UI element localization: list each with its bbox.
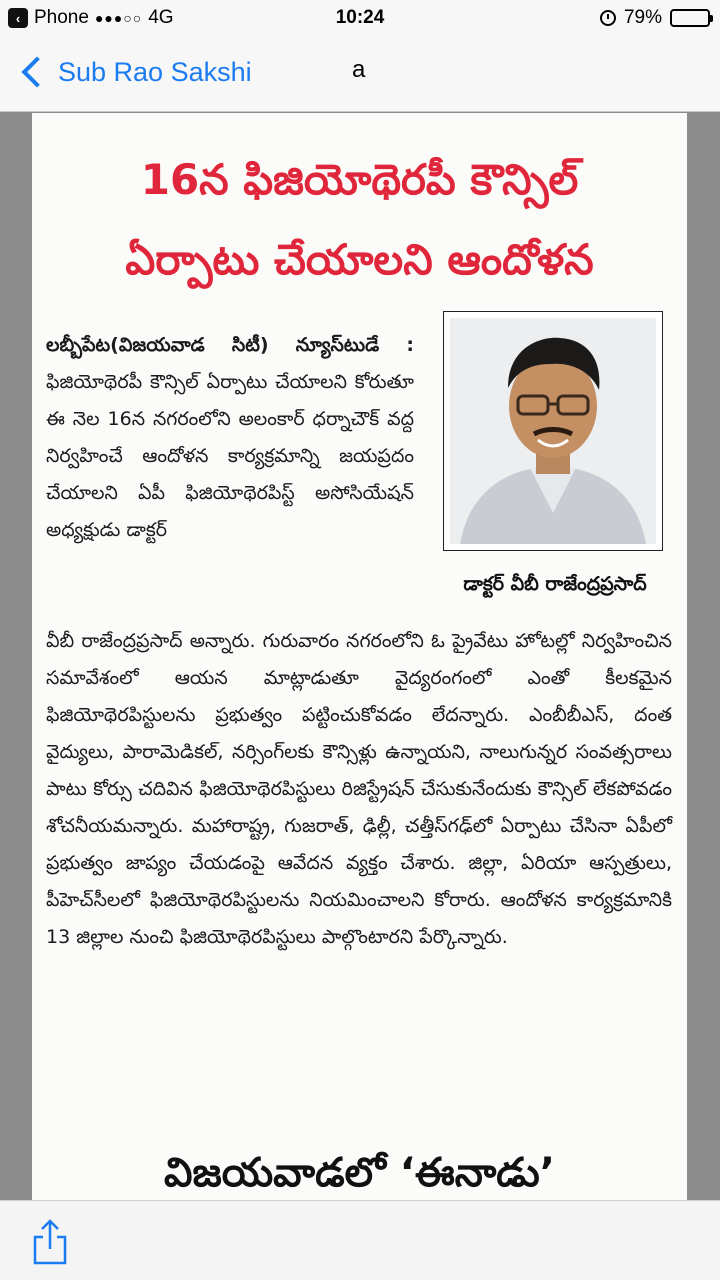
battery-percent: 79% [623,7,662,28]
nav-title: a [352,56,366,83]
document-viewer[interactable] [0,113,720,1200]
share-button[interactable] [30,1217,70,1267]
back-to-app-icon[interactable]: ‹ [8,8,28,28]
portrait-photo [450,318,656,544]
article-dateline: లబ్బీపేట(విజయవాడ సిటీ) న్యూస్‌టుడే : [46,334,414,356]
portrait-illustration [450,318,656,544]
back-button-label: Sub Rao Sakshi [58,56,252,87]
alarm-icon [600,10,616,26]
chevron-left-icon [21,56,52,87]
headline-line-1: 16న ఫిజియోథెరపీ కౌన్సిల్ [140,155,579,204]
status-time: 10:24 [335,7,385,28]
signal-strength-icon: ●●●○○ [94,10,143,26]
photo-frame [443,311,663,551]
article-body-column-text: ఫిజియోథెరపీ కౌన్సిల్ ఏర్పాటు చేయాలని కోరుతూ ఈ నెల 16న నగరంలోని అలంకార్ ధర్నాచౌక్ వద్ద నిర్వహించే ఆందోళన కార్యక్రమాన్ని జయప్రదం చేయాలని ఏపీ ఫిజియోథెరపిస్ట్ అసోసియేషన్ అధ్యక్షుడు డాక్టర్ [46,371,414,541]
article-body-full: వీబీ రాజేంద్రప్రసాద్ అన్నారు. గురువారం నగరంలోని ఓ ప్రైవేటు హోటల్లో నిర్వహించిన సమావేశంలో ఆయన మాట్లాడుతూ వైద్యరంగంలో ఎంతో కీలకమైన ఫిజియోథెరపిస్టులను ప్రభుత్వం పట్టించుకోవడం లేదన్నారు. ఎంబీబీఎస్, దంత వైద్యులు, పారామెడికల్, నర్సింగ్‌లకు కౌన్సిళ్లు ఉన్నాయని, నాలుగున్నర సంవత్సరాలు పాటు కోర్సు చదివిన ఫిజియోథెరపిస్టులు రిజిస్ట్రేషన్ చేసుకునేందుకు కౌన్సిల్ లేకపోవడం శోచనీయమన్నారు. మహారాష్ట్ర, గుజరాత్, ఢిల్లీ, చత్తీస్‌గఢ్‌లో ఏర్పాటు చేసినా ఏపీలో ప్రభుత్వం జాప్యం చేయడంపై ఆవేదన వ్యక్తం చేశారు. జిల్లా, ఏరియా ఆస్పత్రులు, పీహెచ్‌సీలలో ఫిజియోథెరపిస్టులను నియమించాలని కోరారు. ఆందోళన కార్యక్రమానికి 13 జిల్లాల నుంచి ఫిజియోథెరపిస్టులు పాల్గొంటారని పేర్కొన్నారు. [46,630,672,948]
network-type: 4G [148,7,174,28]
newspaper-clipping [32,113,687,1200]
headline-line-2: ఏర్పాటు చేయాలని ఆందోళన [125,235,594,284]
article-body-column [46,327,414,549]
navigation-bar [0,36,720,112]
status-right [600,0,710,36]
battery-icon [670,9,710,27]
share-icon [30,1217,70,1267]
status-bar [0,0,720,36]
photo-caption: డాక్టర్ వీబీ రాజేంద్రప్రసాద్ [463,573,647,595]
back-button[interactable] [18,52,252,92]
bottom-toolbar [0,1200,720,1280]
carrier-name: Phone [34,7,89,28]
bottom-banner: విజయవాడలో ‘ఈనాడు’ [164,1150,555,1196]
